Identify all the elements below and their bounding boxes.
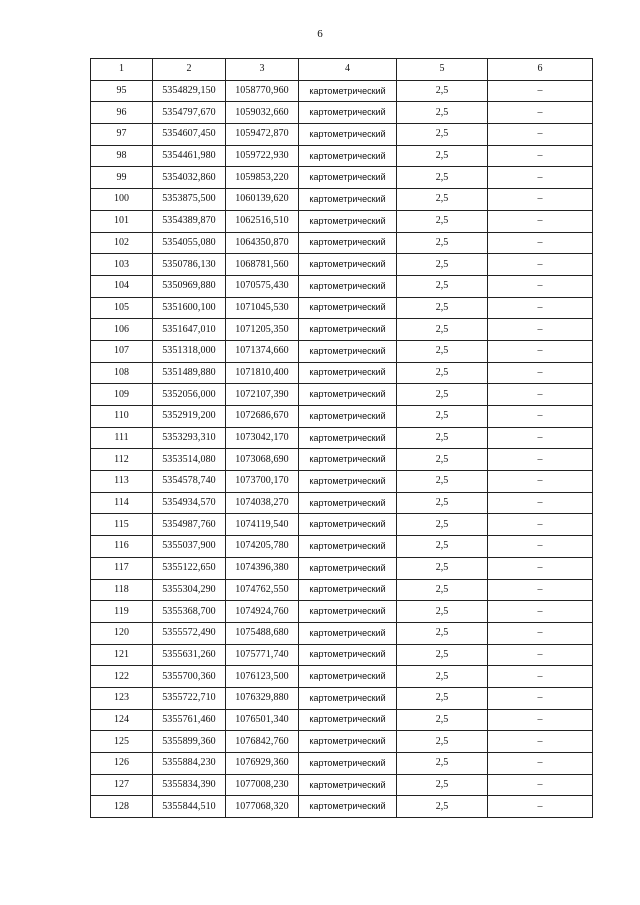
table-row [91,492,593,514]
description-cell: – [488,514,593,536]
method-cell: картометрический [299,232,397,254]
y-coordinate-cell: 1073042,170 [226,427,299,449]
x-coordinate-cell: 5354389,870 [153,210,226,232]
y-coordinate-cell: 1062516,510 [226,210,299,232]
x-coordinate-cell: 5352919,200 [153,406,226,428]
x-coordinate-cell: 5355304,290 [153,579,226,601]
description-cell: – [488,753,593,775]
point-number-cell: 105 [91,297,153,319]
accuracy-cell: 2,5 [397,666,488,688]
table-row [91,644,593,666]
x-coordinate-cell: 5351600,100 [153,297,226,319]
table-row [91,796,593,818]
y-coordinate-cell: 1076123,500 [226,666,299,688]
accuracy-cell: 2,5 [397,189,488,211]
description-cell: – [488,774,593,796]
table-row [91,687,593,709]
description-cell: – [488,384,593,406]
table-row [91,210,593,232]
table-row [91,297,593,319]
y-coordinate-cell: 1073068,690 [226,449,299,471]
description-cell: – [488,536,593,558]
description-cell: – [488,319,593,341]
method-cell: картометрический [299,666,397,688]
method-cell: картометрический [299,644,397,666]
table-row [91,774,593,796]
table-row [91,232,593,254]
description-cell: – [488,644,593,666]
table-row [91,384,593,406]
method-cell: картометрический [299,557,397,579]
x-coordinate-cell: 5353514,080 [153,449,226,471]
table-row [91,471,593,493]
point-number-cell: 125 [91,731,153,753]
table-row [91,145,593,167]
description-cell: – [488,601,593,623]
accuracy-cell: 2,5 [397,687,488,709]
x-coordinate-cell: 5355631,260 [153,644,226,666]
y-coordinate-cell: 1076329,880 [226,687,299,709]
point-number-cell: 106 [91,319,153,341]
point-number-cell: 103 [91,254,153,276]
point-number-cell: 111 [91,427,153,449]
point-number-cell: 109 [91,384,153,406]
method-cell: картометрический [299,254,397,276]
table-row [91,102,593,124]
table-row [91,709,593,731]
accuracy-cell: 2,5 [397,536,488,558]
y-coordinate-cell: 1077068,320 [226,796,299,818]
description-cell: – [488,362,593,384]
method-cell: картометрический [299,80,397,102]
accuracy-cell: 2,5 [397,406,488,428]
x-coordinate-cell: 5354829,150 [153,80,226,102]
table-row [91,579,593,601]
y-coordinate-cell: 1074924,760 [226,601,299,623]
method-cell: картометрический [299,167,397,189]
accuracy-cell: 2,5 [397,449,488,471]
point-number-cell: 113 [91,471,153,493]
accuracy-cell: 2,5 [397,579,488,601]
accuracy-cell: 2,5 [397,384,488,406]
accuracy-cell: 2,5 [397,753,488,775]
y-coordinate-cell: 1070575,430 [226,275,299,297]
point-number-cell: 127 [91,774,153,796]
point-number-cell: 104 [91,275,153,297]
description-cell: – [488,622,593,644]
description-cell: – [488,666,593,688]
table-row [91,167,593,189]
coordinates-table [90,58,593,818]
table-row [91,362,593,384]
accuracy-cell: 2,5 [397,644,488,666]
table-row [91,275,593,297]
table-row [91,557,593,579]
y-coordinate-cell: 1071810,400 [226,362,299,384]
point-number-cell: 100 [91,189,153,211]
y-coordinate-cell: 1059853,220 [226,167,299,189]
method-cell: картометрический [299,601,397,623]
accuracy-cell: 2,5 [397,731,488,753]
point-number-cell: 123 [91,687,153,709]
description-cell: – [488,189,593,211]
x-coordinate-cell: 5351647,010 [153,319,226,341]
table-header-row [91,59,593,81]
table-row [91,406,593,428]
table-row [91,666,593,688]
table-row [91,189,593,211]
description-cell: – [488,124,593,146]
x-coordinate-cell: 5354032,860 [153,167,226,189]
y-coordinate-cell: 1075488,680 [226,622,299,644]
description-cell: – [488,340,593,362]
y-coordinate-cell: 1074038,270 [226,492,299,514]
accuracy-cell: 2,5 [397,210,488,232]
accuracy-cell: 2,5 [397,80,488,102]
description-cell: – [488,731,593,753]
accuracy-cell: 2,5 [397,167,488,189]
table-row [91,319,593,341]
y-coordinate-cell: 1072686,670 [226,406,299,428]
method-cell: картометрический [299,406,397,428]
method-cell: картометрический [299,731,397,753]
point-number-cell: 116 [91,536,153,558]
description-cell: – [488,471,593,493]
method-cell: картометрический [299,319,397,341]
accuracy-cell: 2,5 [397,622,488,644]
x-coordinate-cell: 5355700,360 [153,666,226,688]
y-coordinate-cell: 1074762,550 [226,579,299,601]
point-number-cell: 119 [91,601,153,623]
y-coordinate-cell: 1074205,780 [226,536,299,558]
x-coordinate-cell: 5353293,310 [153,427,226,449]
method-cell: картометрический [299,774,397,796]
table-body [91,80,593,817]
method-cell: картометрический [299,340,397,362]
method-cell: картометрический [299,384,397,406]
description-cell: – [488,796,593,818]
accuracy-cell: 2,5 [397,774,488,796]
column-header: 5 [397,59,488,81]
point-number-cell: 101 [91,210,153,232]
accuracy-cell: 2,5 [397,340,488,362]
description-cell: – [488,232,593,254]
x-coordinate-cell: 5355844,510 [153,796,226,818]
point-number-cell: 99 [91,167,153,189]
method-cell: картометрический [299,622,397,644]
accuracy-cell: 2,5 [397,471,488,493]
point-number-cell: 128 [91,796,153,818]
description-cell: – [488,427,593,449]
x-coordinate-cell: 5355884,230 [153,753,226,775]
column-header: 2 [153,59,226,81]
table-row [91,536,593,558]
point-number-cell: 108 [91,362,153,384]
table-row [91,124,593,146]
accuracy-cell: 2,5 [397,254,488,276]
table-row [91,449,593,471]
y-coordinate-cell: 1064350,870 [226,232,299,254]
method-cell: картометрический [299,709,397,731]
column-header: 4 [299,59,397,81]
y-coordinate-cell: 1068781,560 [226,254,299,276]
table-row [91,80,593,102]
method-cell: картометрический [299,536,397,558]
method-cell: картометрический [299,579,397,601]
x-coordinate-cell: 5355899,360 [153,731,226,753]
x-coordinate-cell: 5355722,710 [153,687,226,709]
y-coordinate-cell: 1059032,660 [226,102,299,124]
point-number-cell: 122 [91,666,153,688]
x-coordinate-cell: 5354797,670 [153,102,226,124]
method-cell: картометрический [299,124,397,146]
point-number-cell: 112 [91,449,153,471]
point-number-cell: 124 [91,709,153,731]
y-coordinate-cell: 1076929,360 [226,753,299,775]
x-coordinate-cell: 5354987,760 [153,514,226,536]
method-cell: картометрический [299,145,397,167]
y-coordinate-cell: 1074396,380 [226,557,299,579]
method-cell: картометрический [299,189,397,211]
method-cell: картометрический [299,449,397,471]
x-coordinate-cell: 5354607,450 [153,124,226,146]
y-coordinate-cell: 1059722,930 [226,145,299,167]
point-number-cell: 118 [91,579,153,601]
page-number: 6 [317,28,323,40]
column-header: 1 [91,59,153,81]
description-cell: – [488,449,593,471]
y-coordinate-cell: 1076501,340 [226,709,299,731]
x-coordinate-cell: 5353875,500 [153,189,226,211]
accuracy-cell: 2,5 [397,145,488,167]
table-row [91,514,593,536]
y-coordinate-cell: 1073700,170 [226,471,299,493]
point-number-cell: 115 [91,514,153,536]
method-cell: картометрический [299,796,397,818]
y-coordinate-cell: 1074119,540 [226,514,299,536]
table-row [91,622,593,644]
accuracy-cell: 2,5 [397,427,488,449]
x-coordinate-cell: 5355834,390 [153,774,226,796]
method-cell: картометрический [299,362,397,384]
x-coordinate-cell: 5350786,130 [153,254,226,276]
description-cell: – [488,254,593,276]
accuracy-cell: 2,5 [397,709,488,731]
point-number-cell: 110 [91,406,153,428]
point-number-cell: 117 [91,557,153,579]
accuracy-cell: 2,5 [397,492,488,514]
table-row [91,601,593,623]
y-coordinate-cell: 1077008,230 [226,774,299,796]
point-number-cell: 107 [91,340,153,362]
point-number-cell: 120 [91,622,153,644]
table-row [91,427,593,449]
accuracy-cell: 2,5 [397,601,488,623]
x-coordinate-cell: 5355761,460 [153,709,226,731]
accuracy-cell: 2,5 [397,319,488,341]
point-number-cell: 96 [91,102,153,124]
accuracy-cell: 2,5 [397,362,488,384]
x-coordinate-cell: 5354055,080 [153,232,226,254]
y-coordinate-cell: 1059472,870 [226,124,299,146]
point-number-cell: 121 [91,644,153,666]
method-cell: картометрический [299,514,397,536]
table-row [91,340,593,362]
y-coordinate-cell: 1060139,620 [226,189,299,211]
point-number-cell: 114 [91,492,153,514]
method-cell: картометрический [299,297,397,319]
y-coordinate-cell: 1075771,740 [226,644,299,666]
point-number-cell: 102 [91,232,153,254]
x-coordinate-cell: 5351489,880 [153,362,226,384]
point-number-cell: 98 [91,145,153,167]
point-number-cell: 95 [91,80,153,102]
point-number-cell: 126 [91,753,153,775]
accuracy-cell: 2,5 [397,275,488,297]
x-coordinate-cell: 5355368,700 [153,601,226,623]
accuracy-cell: 2,5 [397,102,488,124]
description-cell: – [488,579,593,601]
table-row [91,254,593,276]
method-cell: картометрический [299,492,397,514]
x-coordinate-cell: 5355572,490 [153,622,226,644]
x-coordinate-cell: 5351318,000 [153,340,226,362]
column-header: 6 [488,59,593,81]
point-number-cell: 97 [91,124,153,146]
description-cell: – [488,709,593,731]
method-cell: картометрический [299,275,397,297]
method-cell: картометрический [299,687,397,709]
y-coordinate-cell: 1071205,350 [226,319,299,341]
method-cell: картометрический [299,210,397,232]
accuracy-cell: 2,5 [397,124,488,146]
method-cell: картометрический [299,102,397,124]
table-row [91,731,593,753]
y-coordinate-cell: 1071045,530 [226,297,299,319]
y-coordinate-cell: 1072107,390 [226,384,299,406]
y-coordinate-cell: 1058770,960 [226,80,299,102]
accuracy-cell: 2,5 [397,514,488,536]
x-coordinate-cell: 5352056,000 [153,384,226,406]
description-cell: – [488,557,593,579]
x-coordinate-cell: 5350969,880 [153,275,226,297]
accuracy-cell: 2,5 [397,297,488,319]
description-cell: – [488,492,593,514]
method-cell: картометрический [299,471,397,493]
accuracy-cell: 2,5 [397,232,488,254]
method-cell: картометрический [299,427,397,449]
description-cell: – [488,167,593,189]
description-cell: – [488,145,593,167]
description-cell: – [488,297,593,319]
x-coordinate-cell: 5355037,900 [153,536,226,558]
x-coordinate-cell: 5354461,980 [153,145,226,167]
x-coordinate-cell: 5355122,650 [153,557,226,579]
accuracy-cell: 2,5 [397,557,488,579]
description-cell: – [488,80,593,102]
description-cell: – [488,406,593,428]
y-coordinate-cell: 1076842,760 [226,731,299,753]
x-coordinate-cell: 5354578,740 [153,471,226,493]
table-row [91,753,593,775]
description-cell: – [488,275,593,297]
y-coordinate-cell: 1071374,660 [226,340,299,362]
x-coordinate-cell: 5354934,570 [153,492,226,514]
description-cell: – [488,687,593,709]
description-cell: – [488,102,593,124]
description-cell: – [488,210,593,232]
method-cell: картометрический [299,753,397,775]
accuracy-cell: 2,5 [397,796,488,818]
column-header: 3 [226,59,299,81]
